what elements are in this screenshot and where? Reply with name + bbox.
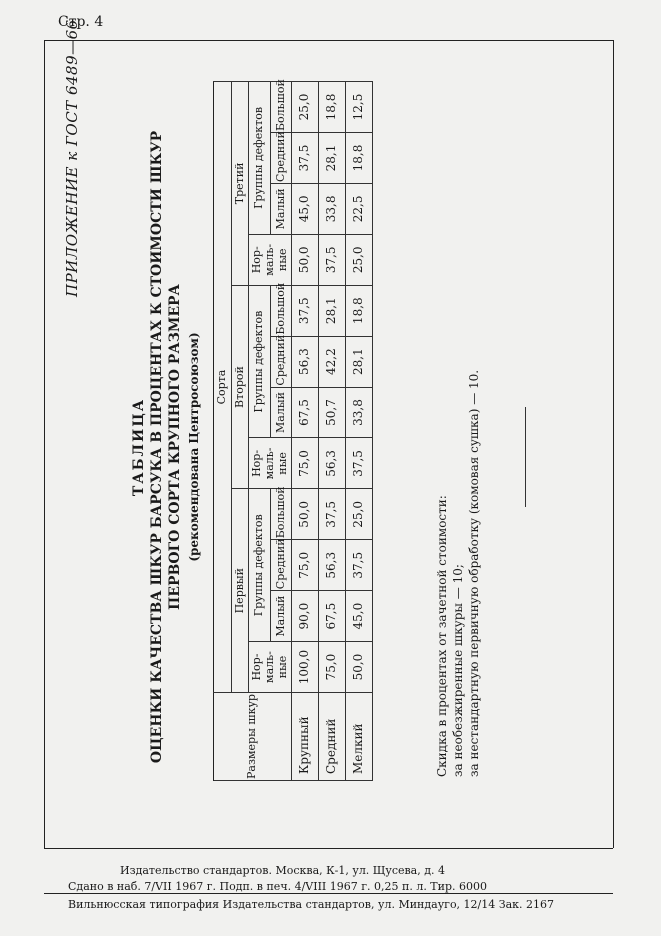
value-cell: 90,0 [292, 591, 319, 642]
value-cell: 67,5 [292, 387, 319, 438]
footnote-item-1: за необезжиренные шкуры — 10; [451, 564, 465, 777]
value-cell: 50,0 [346, 642, 373, 693]
value-cell: 33,8 [346, 387, 373, 438]
value-cell: 28,1 [346, 336, 373, 387]
value-cell: 56,3 [319, 438, 346, 489]
table-heading: ТАБЛИЦА [131, 397, 147, 497]
imprint-printer: Вильнюсская типография Издательства стандартов, ул. Миндауго, 12/14 Зак. 2167 [68, 898, 555, 911]
value-cell: 50,0 [292, 234, 319, 285]
value-cell: 56,3 [292, 336, 319, 387]
table-row [292, 82, 319, 781]
value-cell: 22,5 [346, 183, 373, 234]
value-cell: 37,5 [319, 489, 346, 540]
table-title-line-1: ОЦЕНКИ КАЧЕСТВА ШКУР БАРСУКА В ПРОЦЕНТАХ К СТОИМОСТИ ШКУР [149, 130, 165, 764]
value-cell: 42,2 [319, 336, 346, 387]
frame-bottom-border [44, 848, 613, 849]
value-cell: 37,5 [346, 540, 373, 591]
imprint-publisher: Издательство стандартов. Москва, К-1, ул. Щусева, д. 4 [120, 864, 445, 877]
quality-table [213, 81, 373, 781]
value-cell: 37,5 [292, 285, 319, 336]
grade-second-header: Второй [231, 285, 249, 489]
frame-left-border [44, 40, 45, 848]
value-cell: 50,7 [319, 387, 346, 438]
defect-groups-header-first: Группы дефектов [249, 489, 270, 642]
imprint-print-details: Сдано в наб. 7/VII 1967 г. Подп. в печ. 4/VIII 1967 г. 0,25 п. л. Тир. 6000 [68, 880, 488, 893]
annex-label: ПРИЛОЖЕНИЕ к ГОСТ 6489—66 [63, 19, 81, 297]
value-cell: 18,8 [346, 285, 373, 336]
value-cell: 18,8 [319, 82, 346, 133]
grade-first-header: Первый [231, 489, 249, 693]
grades-header: Сорта [214, 82, 232, 693]
grade-third-header: Третий [231, 82, 249, 286]
value-cell: 100,0 [292, 642, 319, 693]
defect-groups-header-second: Группы дефектов [249, 285, 270, 438]
table-title-note: (рекомендована Центросоюзом) [187, 332, 201, 562]
frame-top-border [44, 40, 613, 41]
table-title-line-2: ПЕРВОГО СОРТА КРУПНОГО РАЗМЕРА [167, 284, 183, 610]
value-cell: 67,5 [319, 591, 346, 642]
value-cell: 18,8 [346, 133, 373, 184]
normal-header-first: Нор-маль-ные [249, 642, 292, 693]
value-cell: 28,1 [319, 133, 346, 184]
value-cell: 45,0 [292, 183, 319, 234]
table-row [319, 82, 346, 781]
size-column-header: Размеры шкур [214, 693, 292, 781]
defect-groups-header-third: Группы дефектов [249, 82, 270, 235]
normal-header-second: Нор-маль-ные [249, 438, 292, 489]
defect-small-header: Малый [270, 387, 291, 438]
footnote-intro: Скидка в процентах от зачетной стоимости: [435, 495, 449, 777]
value-cell: 75,0 [319, 642, 346, 693]
value-cell: 75,0 [292, 438, 319, 489]
value-cell: 75,0 [292, 540, 319, 591]
frame-right-border [613, 40, 614, 848]
defect-small-header: Малый [270, 183, 291, 234]
value-cell: 37,5 [346, 438, 373, 489]
table-row [346, 82, 373, 781]
defect-large-header: Большой [270, 285, 291, 336]
value-cell: 56,3 [319, 540, 346, 591]
page-number: Стр. 4 [58, 14, 104, 30]
value-cell: 28,1 [319, 285, 346, 336]
value-cell: 50,0 [292, 489, 319, 540]
footnote-item-2: за нестандартную первичную обработку (комовая сушка) — 10. [467, 369, 481, 777]
value-cell: 45,0 [346, 591, 373, 642]
value-cell: 37,5 [319, 234, 346, 285]
value-cell: 33,8 [319, 183, 346, 234]
defect-large-header: Большой [270, 82, 291, 133]
size-cell: Крупный [292, 693, 319, 781]
value-cell: 25,0 [292, 82, 319, 133]
value-cell: 25,0 [346, 234, 373, 285]
normal-header-third: Нор-маль-ные [249, 234, 292, 285]
defect-small-header: Малый [270, 591, 291, 642]
size-cell: Мелкий [346, 693, 373, 781]
defect-medium-header: Средний [270, 336, 291, 387]
value-cell: 25,0 [346, 489, 373, 540]
size-cell: Средний [319, 693, 346, 781]
imprint-separator [44, 893, 613, 894]
value-cell: 12,5 [346, 82, 373, 133]
separator-line [525, 407, 526, 507]
defect-large-header: Большой [270, 489, 291, 540]
value-cell: 37,5 [292, 133, 319, 184]
defect-medium-header: Средний [270, 540, 291, 591]
defect-medium-header: Средний [270, 133, 291, 184]
